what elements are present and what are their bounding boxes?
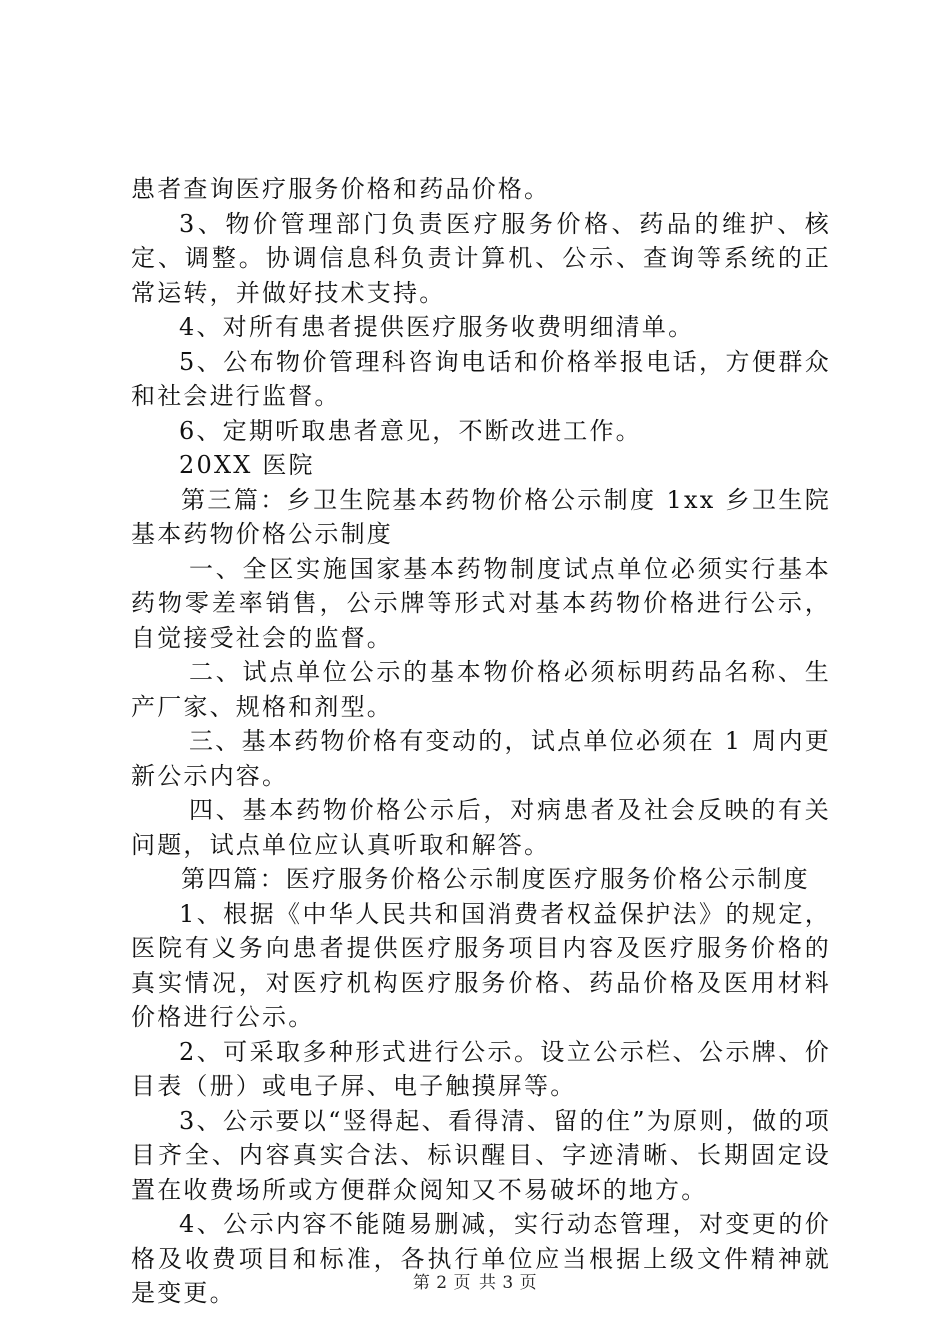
- paragraph-section4-item-1: 1、根据《中华人民共和国消费者权益保护法》的规定，医院有义务向患者提供医疗服务项目内容及医疗服务价格的真实情况，对医疗机构医疗服务价格、药品价格及医用材料价格进行公示。: [131, 899, 831, 1031]
- signature-line: 20XX 医院: [179, 451, 315, 479]
- paragraph-section3-item-4: 四、基本药物价格公示后，对病患者及社会反映的有关问题，试点单位应认真听取和解答。: [131, 796, 831, 859]
- page-total: 共 3 页: [479, 1273, 538, 1293]
- page-number: 第 2 页: [412, 1273, 471, 1293]
- page-footer: [0, 1268, 950, 1293]
- paragraph-continuation: 患者查询医疗服务价格和药品价格。: [131, 175, 551, 203]
- paragraph-section3-item-2: 二、试点单位公示的基本物价格必须标明药品名称、生产厂家、规格和剂型。: [131, 658, 831, 721]
- paragraph-item-4: 4、对所有患者提供医疗服务收费明细清单。: [179, 313, 695, 341]
- section-heading-3: 第三篇：乡卫生院基本药物价格公示制度 1xx 乡卫生院基本药物价格公示制度: [131, 485, 831, 548]
- paragraph-section3-item-3: 三、基本药物价格有变动的，试点单位必须在 1 周内更新公示内容。: [131, 727, 831, 790]
- document-body: [131, 172, 831, 1311]
- paragraph-item-3: 3、物价管理部门负责医疗服务价格、药品的维护、核定、调整。协调信息科负责计算机、公示、查询等系统的正常运转，并做好技术支持。: [131, 209, 831, 307]
- paragraph-item-5: 5、公布物价管理科咨询电话和价格举报电话，方便群众和社会进行监督。: [131, 347, 831, 410]
- paragraph-section4-item-3: 3、公示要以“竖得起、看得清、留的住”为原则，做的项目齐全、内容真实合法、标识醒目、字迹清晰、长期固定设置在收费场所或方便群众阅知又不易破坏的地方。: [131, 1106, 831, 1204]
- paragraph-section4-item-4: 4、公示内容不能随易删减，实行动态管理，对变更的价格及收费项目和标准，各执行单位应当根据上级文件精神就是变更。: [131, 1210, 831, 1307]
- paragraph-item-6: 6、定期听取患者意见，不断改进工作。: [179, 416, 642, 445]
- paragraph-section4-item-2: 2、可采取多种形式进行公示。设立公示栏、公示牌、价目表（册）或电子屏、电子触摸屏等。: [131, 1037, 831, 1100]
- section-heading-4: 第四篇：医疗服务价格公示制度医疗服务价格公示制度: [181, 865, 810, 893]
- paragraph-section3-item-1: 一、全区实施国家基本药物制度试点单位必须实行基本药物零差率销售，公示牌等形式对基本药物价格进行公示，自觉接受社会的监督。: [131, 554, 831, 652]
